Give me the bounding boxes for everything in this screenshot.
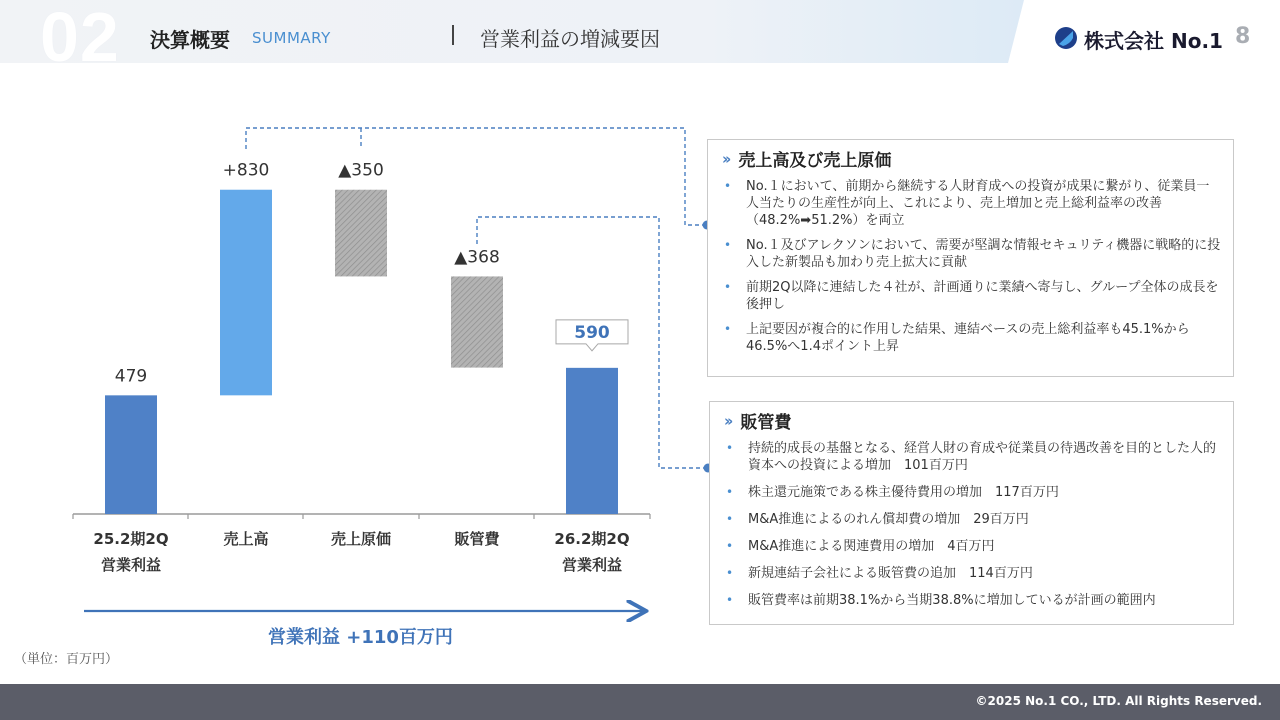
copyright: ©2025 No.1 CO., LTD. All Rights Reserved. <box>975 694 1262 708</box>
list-item: • 新規連結子会社による販管費の追加 114百万円 <box>724 565 1221 582</box>
sales-cost-list <box>722 178 1221 363</box>
company-name: 株式会社 No.1 <box>1084 29 1223 53</box>
unit-note: （単位：百万円） <box>14 652 119 667</box>
increase-bar <box>220 190 272 396</box>
list-item: • 株主還元施策である株主優待費用の増加 117百万円 <box>724 484 1221 501</box>
page-number: 8 <box>1235 24 1251 49</box>
sga-box <box>709 401 1234 625</box>
x-tick-label: 売上原価 <box>330 530 392 548</box>
decrease-bar <box>335 190 387 277</box>
chevron-right-icon: ›› <box>724 411 731 430</box>
list-item: • No.１において、前期から継続する人財育成への投資が成果に繋がり、従業員一人当たりの生産性が向上、これにより、売上増加と売上総利益率の改善（48.2%➡51.2%）を両立 <box>722 178 1221 229</box>
list-item: • No.１及びアレクソンにおいて、需要が堅調な情報セキュリティ機器に戦略的に投入した新製品も加わり売上拡大に貢献 <box>722 237 1221 271</box>
x-tick-label: 25.2期2Q <box>93 530 169 548</box>
section-subtitle: SUMMARY <box>252 29 331 47</box>
total-bar <box>566 368 618 514</box>
list-item: • 前期2Q以降に連結した４社が、計画通りに業績へ寄与し、グループ全体の成長を後押し <box>722 279 1221 313</box>
sga-list <box>724 440 1221 619</box>
x-tick-label: 営業利益 <box>100 556 162 574</box>
data-label: 479 <box>114 366 148 387</box>
total-bar <box>105 395 157 514</box>
section-title: 決算概要 <box>150 28 230 52</box>
x-tick-label: 販管費 <box>454 530 500 548</box>
data-label: ▲350 <box>338 160 384 181</box>
data-label: 590 <box>574 322 610 343</box>
connector-line <box>246 128 707 225</box>
sales-cost-box <box>707 139 1234 377</box>
list-item: • M&A推進による関連費用の増加 4百万円 <box>724 538 1221 555</box>
data-label: ▲368 <box>454 247 500 268</box>
section-number: 02 <box>40 0 120 76</box>
chevron-right-icon: ›› <box>722 149 729 168</box>
x-tick-label: 営業利益 <box>561 556 623 574</box>
data-label: +830 <box>222 160 270 181</box>
sga-heading: 販管費 <box>740 413 792 433</box>
page-title: 営業利益の増減要因 <box>480 27 660 51</box>
operating-profit-change-label: 営業利益 +110百万円 <box>268 627 453 648</box>
x-tick-label: 26.2期2Q <box>554 530 630 548</box>
x-tick-label: 売上高 <box>223 530 269 548</box>
footer <box>0 684 1280 720</box>
list-item: • 上記要因が複合的に作用した結果、連結ベースの売上総利益率も45.1%から46.5%へ1.4ポイント上昇 <box>722 321 1221 355</box>
sales-cost-heading: 売上高及び売上原価 <box>738 151 892 171</box>
list-item: • 持続的成長の基盤となる、経営人財の育成や従業員の待遇改善を目的とした人的資本への投資による増加 101百万円 <box>724 440 1221 474</box>
list-item: • 販管費率は前期38.1%から当期38.8%に増加しているが計画の範囲内 <box>724 592 1221 609</box>
list-item: • M&A推進によるのれん償却費の増加 29百万円 <box>724 511 1221 528</box>
decrease-bar <box>451 276 503 367</box>
